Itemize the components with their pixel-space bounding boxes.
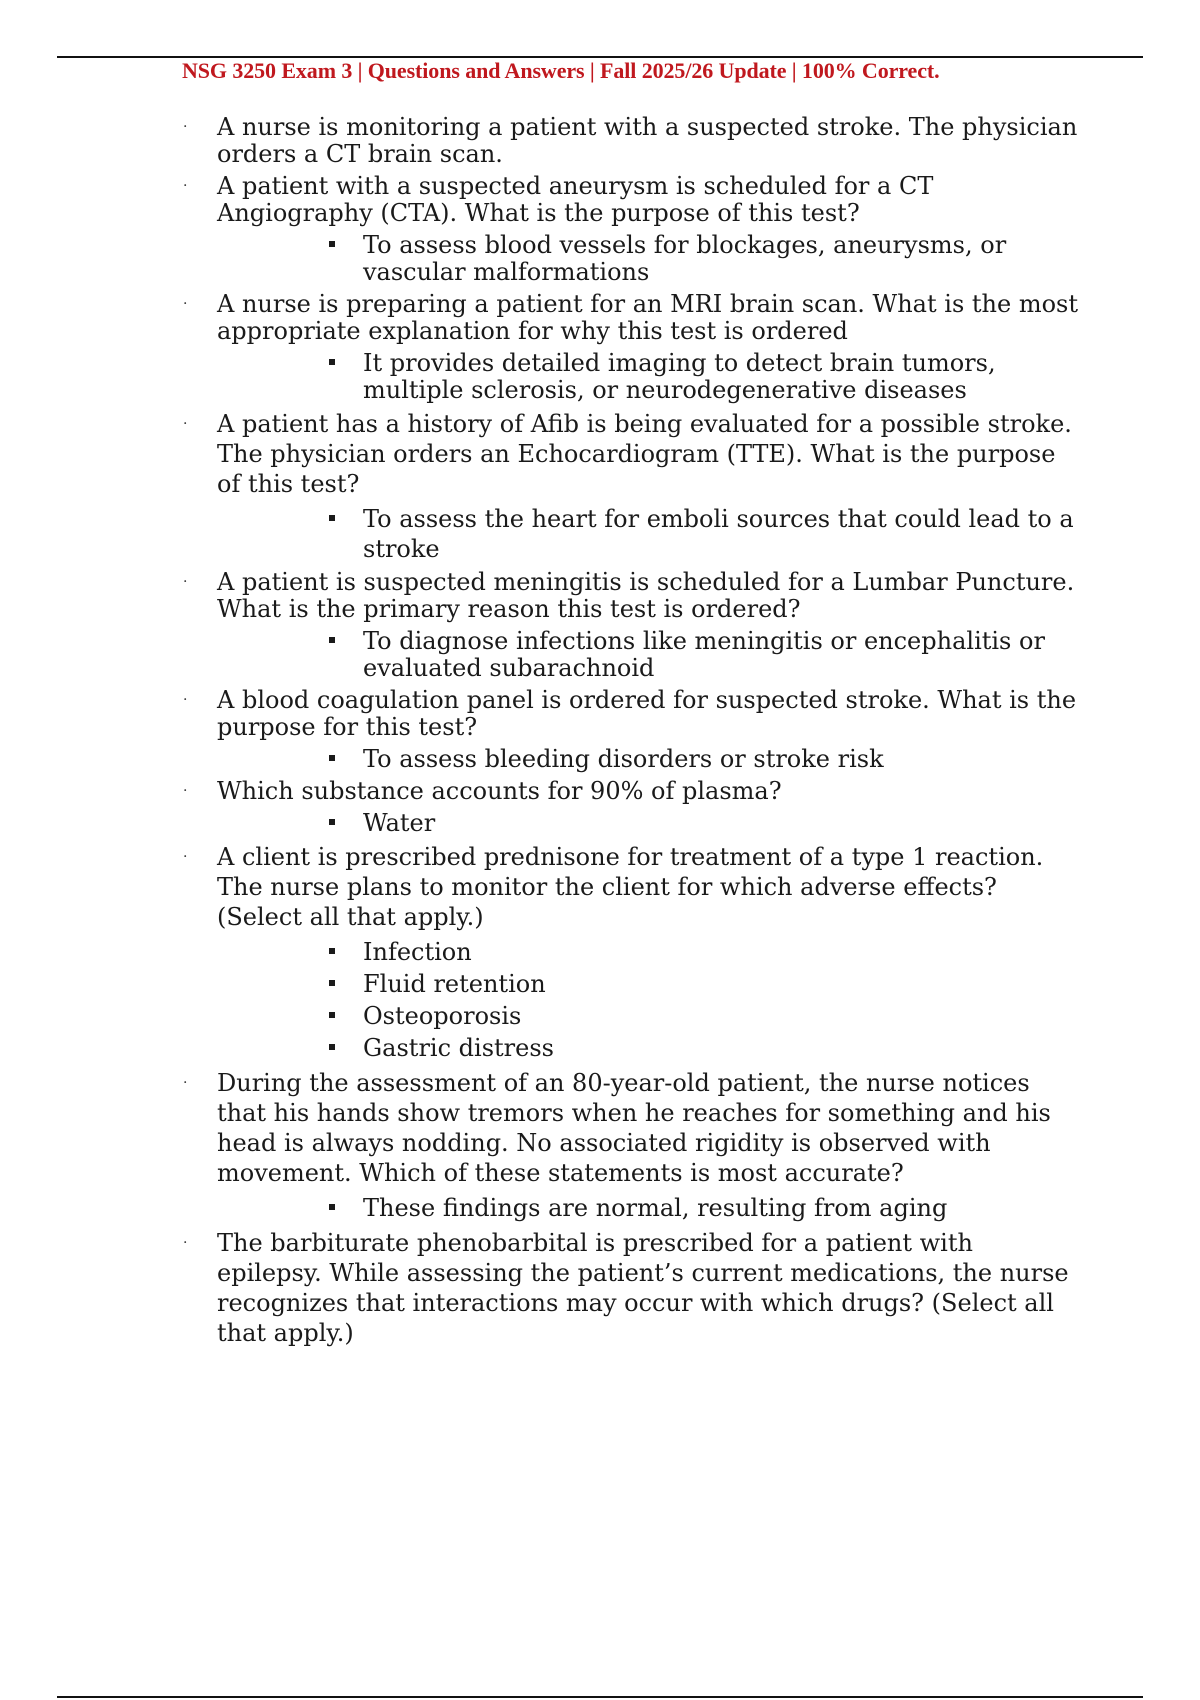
question-text: A patient with a suspected aneurysm is scheduled for a CT Angiography (CTA). What is the purpose of this test? — [217, 172, 934, 227]
answer-item — [0, 232, 1200, 286]
bullet-icon: · — [183, 783, 188, 799]
square-bullet-icon — [329, 948, 335, 954]
question-item — [0, 173, 1200, 227]
answer-item — [0, 746, 1200, 773]
question-text: A nurse is preparing a patient for an MRI brain scan. What is the most appropriate explanation for why this test is ordered — [217, 290, 1078, 345]
answer-item — [0, 628, 1200, 682]
question-item — [0, 569, 1200, 623]
question-text: Which substance accounts for 90% of plasma? — [217, 777, 782, 805]
answer-item — [0, 1033, 1200, 1063]
question-item — [0, 114, 1200, 168]
question-item — [0, 687, 1200, 741]
square-bullet-icon — [329, 241, 335, 247]
question-item — [0, 1228, 1200, 1348]
question-text: A nurse is monitoring a patient with a suspected stroke. The physician orders a CT brain scan. — [217, 113, 1078, 168]
question-item — [0, 1068, 1200, 1188]
bullet-icon: · — [183, 849, 188, 865]
answer-item — [0, 1001, 1200, 1031]
square-bullet-icon — [329, 637, 335, 643]
bullet-icon: · — [183, 296, 188, 312]
square-bullet-icon — [329, 1012, 335, 1018]
page-title: NSG 3250 Exam 3 | Questions and Answers | Fall 2025/26 Update | 100% Correct. — [182, 58, 940, 83]
answer-text: Infection — [363, 938, 472, 966]
square-bullet-icon — [329, 1044, 335, 1050]
answer-text: To assess bleeding disorders or stroke risk — [363, 745, 884, 773]
question-text: During the assessment of an 80-year-old patient, the nurse notices that his hands show tremors when he reaches for something and his head is always nodding. No associated rigidity is observed with movement. Which of these statements is most accurate? — [217, 1069, 1051, 1187]
answer-item — [0, 504, 1200, 564]
question-text: A blood coagulation panel is ordered for suspected stroke. What is the purpose for this test? — [217, 686, 1077, 741]
answer-text: It provides detailed imaging to detect brain tumors, multiple sclerosis, or neurodegenerative diseases — [363, 349, 996, 404]
answer-text: To diagnose infections like meningitis or encephalitis or evaluated subarachnoid — [363, 627, 1045, 682]
square-bullet-icon — [329, 755, 335, 761]
bullet-icon: · — [183, 416, 188, 432]
question-item — [0, 291, 1200, 345]
answer-item — [0, 969, 1200, 999]
question-text: The barbiturate phenobarbital is prescribed for a patient with epilepsy. While assessing the patient’s current medications, the nurse recognizes that interactions may occur with which drugs? (Select all that apply.) — [217, 1229, 1069, 1347]
answer-item — [0, 350, 1200, 404]
question-list — [0, 114, 1200, 1353]
answer-text: These findings are normal, resulting from aging — [363, 1194, 948, 1222]
question-item — [0, 778, 1200, 805]
answer-text: Osteoporosis — [363, 1002, 522, 1030]
square-bullet-icon — [329, 359, 335, 365]
bullet-icon: · — [183, 1075, 188, 1091]
bullet-icon: · — [183, 178, 188, 194]
question-item — [0, 842, 1200, 932]
question-text: A patient is suspected meningitis is scheduled for a Lumbar Puncture. What is the primary reason this test is ordered? — [217, 568, 1075, 623]
answer-text: Water — [363, 809, 436, 837]
bullet-icon: · — [183, 1235, 188, 1251]
bullet-icon: · — [183, 119, 188, 135]
footer-rule — [57, 1696, 1143, 1698]
question-text: A patient has a history of Afib is being evaluated for a possible stroke. The physician orders an Echocardiogram (TTE). What is the purpose of this test? — [217, 410, 1072, 498]
question-item — [0, 409, 1200, 499]
answer-text: Fluid retention — [363, 970, 546, 998]
answer-text: To assess blood vessels for blockages, aneurysms, or vascular malformations — [363, 231, 1007, 286]
answer-item — [0, 937, 1200, 967]
answer-text: Gastric distress — [363, 1034, 554, 1062]
square-bullet-icon — [329, 980, 335, 986]
bullet-icon: · — [183, 574, 188, 590]
bullet-icon: · — [183, 692, 188, 708]
answer-text: To assess the heart for emboli sources that could lead to a stroke — [363, 505, 1074, 563]
square-bullet-icon — [329, 819, 335, 825]
square-bullet-icon — [329, 515, 335, 521]
square-bullet-icon — [329, 1204, 335, 1210]
answer-item — [0, 1193, 1200, 1223]
question-text: A client is prescribed prednisone for treatment of a type 1 reaction. The nurse plans to monitor the client for which adverse effects? (Select all that apply.) — [217, 843, 1044, 931]
answer-item — [0, 810, 1200, 837]
